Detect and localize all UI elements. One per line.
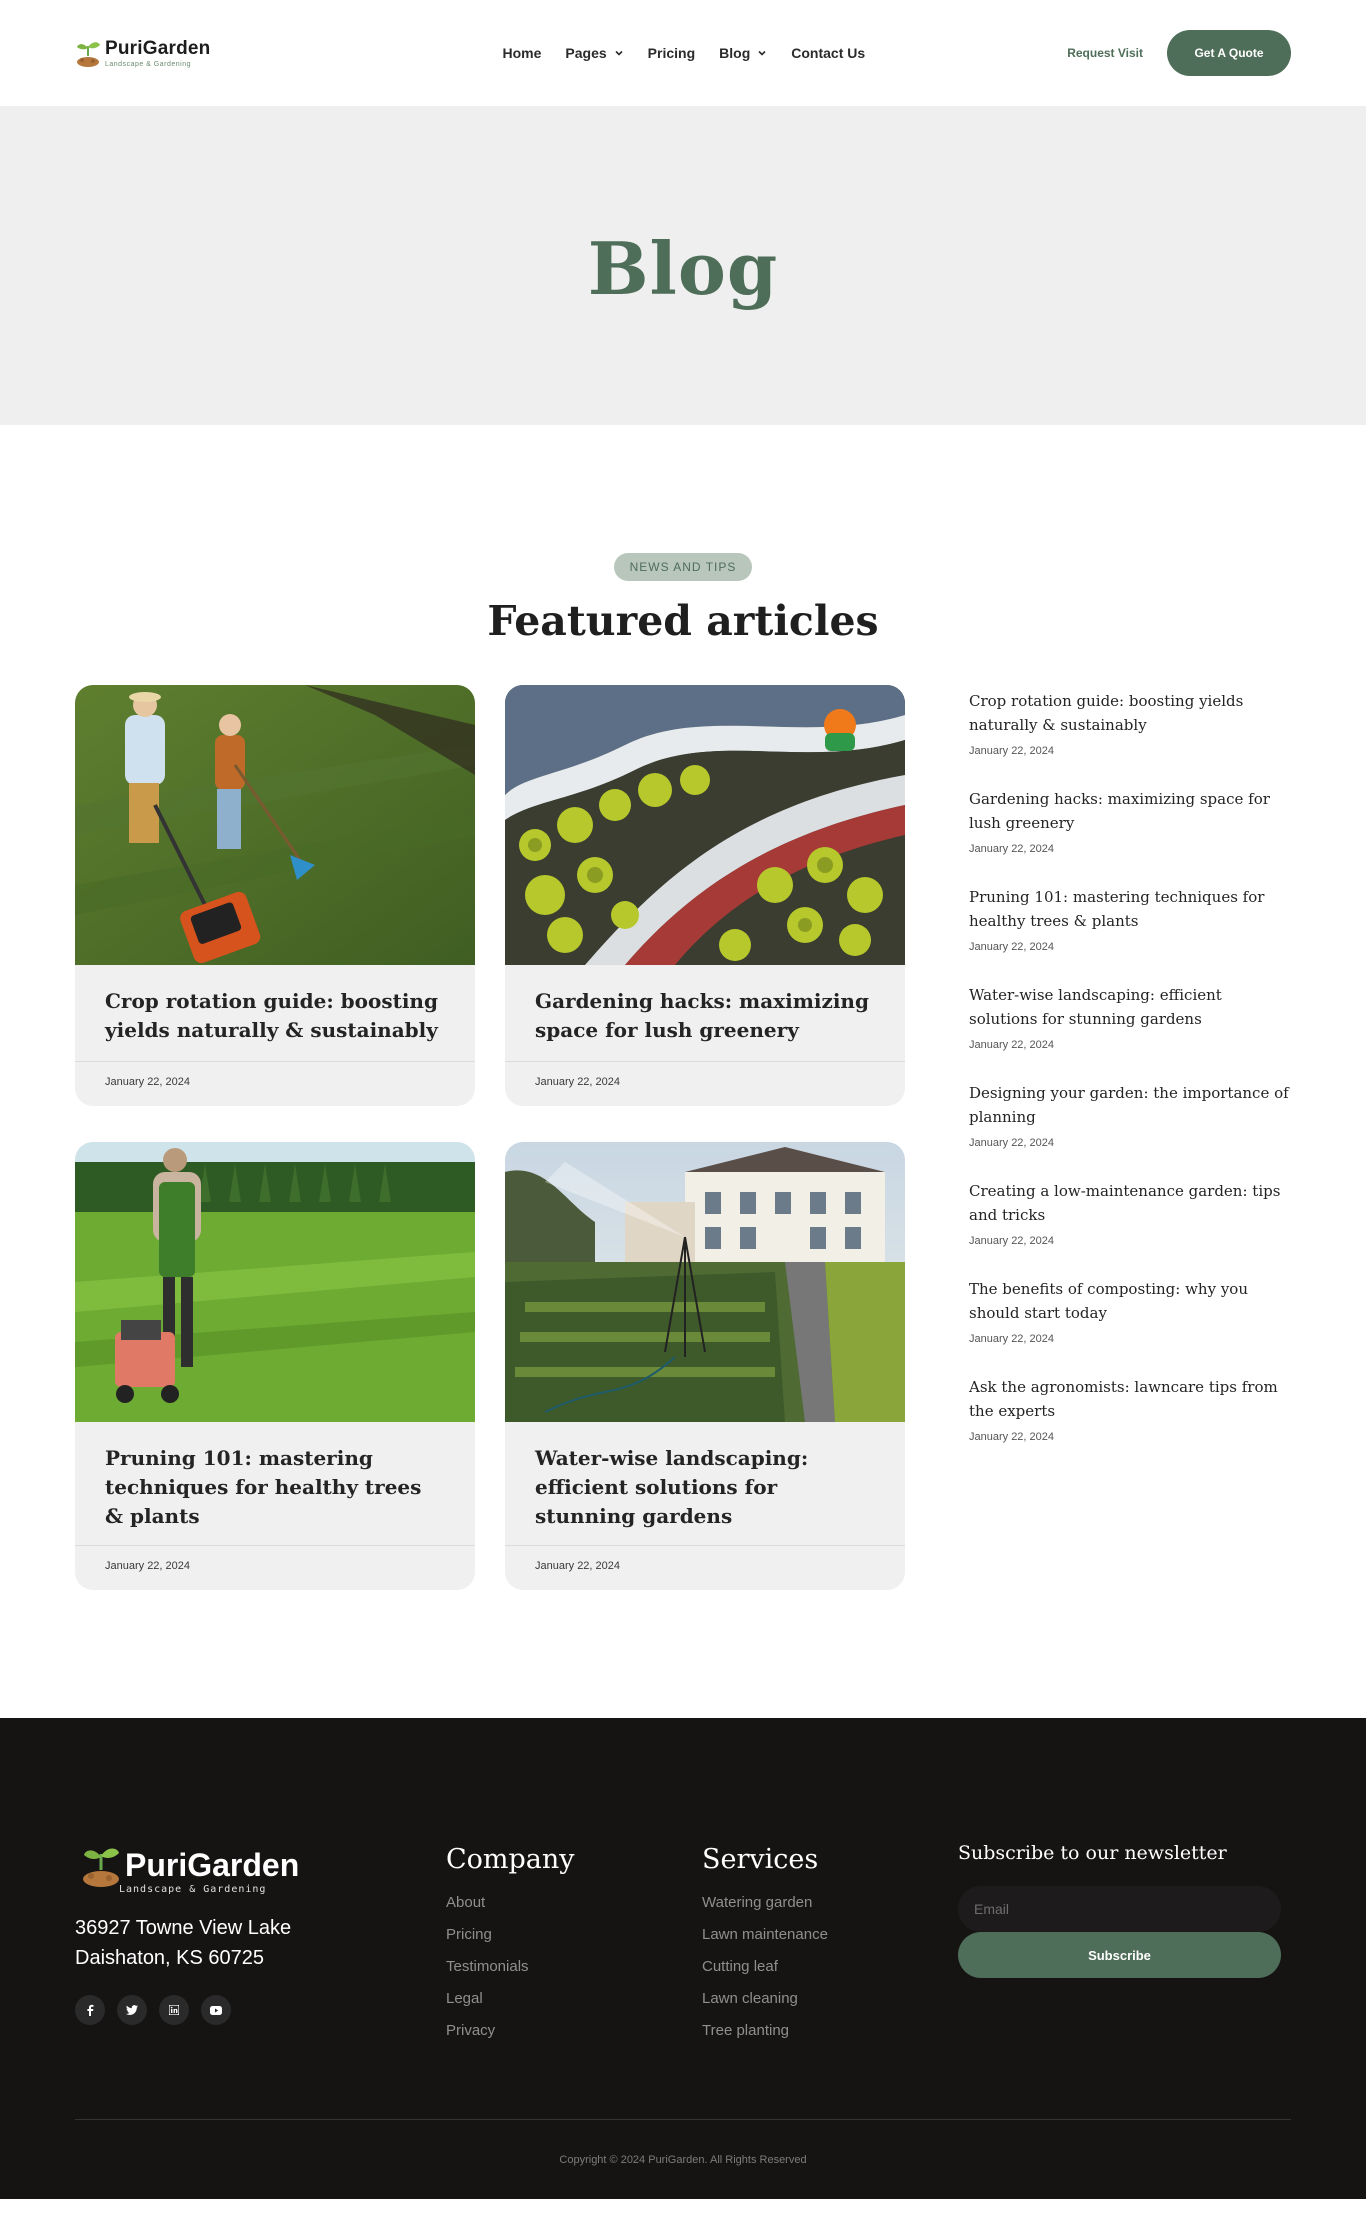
article-image-gardener-mower[interactable] (75, 1142, 475, 1422)
article-card[interactable] (505, 685, 905, 1106)
featured-section (0, 425, 1366, 1718)
chevron-down-icon (757, 48, 767, 58)
footer-brand-tagline: Landscape & Gardening (119, 1884, 267, 1895)
nav-item-label: Home (502, 45, 542, 61)
get-quote-button[interactable]: Get A Quote (1167, 30, 1291, 76)
gardener-mowing-illustration (75, 1142, 475, 1422)
linkedin-icon[interactable] (159, 1995, 189, 2025)
brand-name: PuriGarden (105, 38, 211, 59)
lawn-mowing-illustration (75, 685, 475, 965)
page-hero (0, 106, 1366, 425)
article-date: January 22, 2024 (75, 1061, 475, 1106)
nav-item-label: Pages (565, 45, 607, 61)
footer-link-lawn-cleaning[interactable]: Lawn cleaning (702, 1990, 798, 2007)
header-actions (1067, 30, 1291, 76)
sprinkler-garden-illustration (505, 1142, 905, 1422)
nav-item-home[interactable] (503, 45, 542, 61)
site-footer (0, 1718, 1366, 2199)
article-date: January 22, 2024 (505, 1061, 905, 1106)
list-item-title[interactable]: Water-wise landscaping: efficient solutions for stunning gardens (969, 986, 1222, 1028)
list-item-date: January 22, 2024 (969, 843, 1055, 855)
footer-link-testimonials[interactable]: Testimonials (446, 1958, 529, 1975)
article-card[interactable] (75, 1142, 475, 1590)
footer-brand-name: PuriGarden (125, 1846, 300, 1883)
article-card[interactable] (505, 1142, 905, 1590)
footer-link-pricing[interactable]: Pricing (446, 1926, 492, 1943)
chevron-down-icon (614, 48, 624, 58)
list-item-title[interactable]: Gardening hacks: maximizing space for lush greenery (969, 790, 1270, 832)
list-item-date: January 22, 2024 (969, 1039, 1055, 1051)
list-item-title[interactable]: Designing your garden: the importance of planning (969, 1084, 1289, 1126)
footer-link-lawn-maintenance[interactable]: Lawn maintenance (702, 1926, 828, 1943)
nav-item-blog[interactable] (719, 45, 767, 61)
list-item-title[interactable]: Ask the agronomists: lawncare tips from the experts (969, 1378, 1278, 1420)
request-visit-link[interactable]: Request Visit (1067, 46, 1143, 60)
footer-link-privacy[interactable]: Privacy (446, 2022, 496, 2039)
list-item-title[interactable]: Pruning 101: mastering techniques for healthy trees & plants (969, 888, 1265, 930)
list-item-date: January 22, 2024 (969, 1235, 1055, 1247)
article-title[interactable]: Gardening hacks: maximizing space for lush greenery (535, 989, 869, 1042)
youtube-icon[interactable] (201, 1995, 231, 2025)
footer-link-tree-planting[interactable]: Tree planting (702, 2022, 789, 2039)
list-item-date: January 22, 2024 (969, 1137, 1055, 1149)
newsletter-title: Subscribe to our newsletter (958, 1842, 1227, 1864)
footer-link-legal[interactable]: Legal (446, 1990, 483, 2007)
footer-link-about[interactable]: About (446, 1894, 486, 1911)
list-item[interactable] (969, 983, 1291, 1051)
list-item-date: January 22, 2024 (969, 1431, 1055, 1443)
footer-column-title: Services (702, 1844, 819, 1875)
article-image-sprinkler-garden[interactable] (505, 1142, 905, 1422)
nav-item-contact[interactable] (791, 45, 865, 61)
article-title[interactable]: Crop rotation guide: boosting yields naturally & sustainably (105, 989, 438, 1042)
nav-item-label: Blog (719, 45, 751, 61)
list-item-date: January 22, 2024 (969, 745, 1055, 757)
article-title[interactable]: Pruning 101: mastering techniques for healthy trees & plants (105, 1446, 422, 1528)
footer-column-title: Company (446, 1844, 575, 1875)
brand-tagline: Landscape & Gardening (105, 61, 191, 68)
list-item[interactable] (969, 689, 1291, 757)
social-links (75, 1995, 446, 2025)
list-item[interactable] (969, 1375, 1291, 1443)
list-item-title[interactable]: Creating a low-maintenance garden: tips and tricks (969, 1182, 1281, 1224)
section-badge: NEWS AND TIPS (614, 553, 753, 581)
list-item-title[interactable]: The benefits of composting: why you should start today (969, 1280, 1248, 1322)
footer-link-cutting-leaf[interactable]: Cutting leaf (702, 1958, 778, 1975)
list-item[interactable] (969, 787, 1291, 855)
article-title[interactable]: Water-wise landscaping: efficient solutions for stunning gardens (535, 1446, 809, 1528)
article-grid (75, 685, 905, 1590)
recent-articles-list (969, 685, 1291, 1590)
footer-company-column (446, 1842, 702, 2047)
list-item[interactable] (969, 1081, 1291, 1149)
article-date: January 22, 2024 (75, 1545, 475, 1590)
footer-brand (75, 1842, 446, 2047)
copyright-text: Copyright © 2024 PuriGarden. All Rights Reserved (559, 2153, 807, 2166)
sprout-logo-icon (81, 1842, 121, 1888)
aerial-garden-illustration (505, 685, 905, 965)
main-nav (503, 45, 866, 61)
list-item-title[interactable]: Crop rotation guide: boosting yields naturally & sustainably (969, 692, 1244, 734)
site-header (0, 0, 1366, 106)
list-item-date: January 22, 2024 (969, 941, 1055, 953)
article-image-flower-beds[interactable] (505, 685, 905, 965)
footer-logo[interactable] (75, 1842, 446, 1895)
facebook-icon[interactable] (75, 1995, 105, 2025)
sprout-logo-icon (75, 38, 101, 68)
brand-logo[interactable] (75, 38, 210, 68)
nav-item-label: Contact Us (791, 45, 866, 61)
section-title: Featured articles (487, 597, 879, 645)
nav-item-pricing[interactable] (648, 45, 695, 61)
email-field[interactable] (958, 1886, 1281, 1932)
article-card[interactable] (75, 685, 475, 1106)
twitter-icon[interactable] (117, 1995, 147, 2025)
newsletter-form (958, 1842, 1281, 2047)
page-title: Blog (587, 226, 779, 311)
footer-bottom-bar (75, 2119, 1291, 2199)
list-item[interactable] (969, 1277, 1291, 1345)
list-item[interactable] (969, 885, 1291, 953)
footer-link-watering-garden[interactable]: Watering garden (702, 1894, 813, 1911)
nav-item-pages[interactable] (565, 45, 623, 61)
list-item[interactable] (969, 1179, 1291, 1247)
list-item-date: January 22, 2024 (969, 1333, 1055, 1345)
footer-address: 36927 Towne View Lake Daishaton, KS 60725 (75, 1917, 292, 1969)
footer-services-column (702, 1842, 958, 2047)
nav-item-label: Pricing (647, 45, 696, 61)
article-image-mowing-couple[interactable] (75, 685, 475, 965)
article-date: January 22, 2024 (505, 1545, 905, 1590)
subscribe-button[interactable]: Subscribe (958, 1932, 1281, 1978)
blog-content (0, 685, 1366, 1590)
